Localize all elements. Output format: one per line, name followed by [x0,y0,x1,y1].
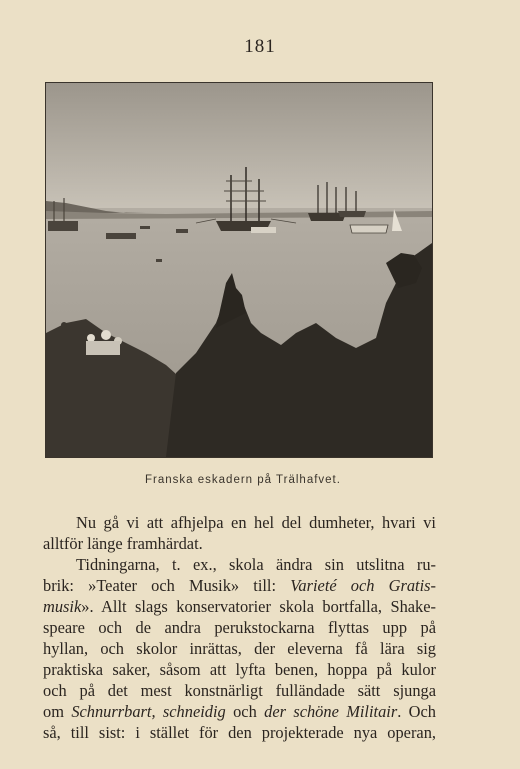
text-segment: hyllan, och skolor inrättas, der eleverna få lära sig [43,639,436,658]
body-text [43,512,436,743]
text-line [43,512,436,533]
italic-text: Schnurrbart, schneidig [71,702,226,721]
text-segment: speare och de andra perukstockarna flyttas upp på [43,618,436,637]
text-line [43,701,436,722]
text-line [43,638,436,659]
text-segment: så, till sist: i stället för den projekterade nya operan, [43,723,436,742]
text-line [43,680,436,701]
text-segment: Tidningarna, t. ex., skola ändra sin utslitna ru- [76,555,436,574]
text-segment: ». Allt slags konservatorier skola bortfalla, Shake- [81,597,436,616]
text-segment: alltför länge framhärdat. [43,534,203,553]
text-segment: Nu gå vi att afhjelpa en hel del dumheter, hvari vi [76,513,436,532]
text-segment: om [43,702,72,721]
text-segment: och [225,702,265,721]
text-line [43,596,436,617]
text-segment: och på det mest konstnärligt fulländade sätt sjunga [43,681,436,700]
text-line [43,554,436,575]
text-line [43,617,436,638]
italic-text: der schöne Militair [264,702,398,721]
harbor-photograph [45,82,433,458]
text-segment: brik: »Teater och Musik» till: [43,576,291,595]
text-line [43,722,436,743]
text-line [43,533,436,554]
italic-text: musik [43,597,82,616]
page-number: 181 [244,36,276,57]
italic-text: Varieté och Gratis- [290,576,436,595]
figure-caption: Franska eskadern på Trälhafvet. [145,474,341,486]
text-segment: praktiska saker, såsom att lyfta benen, hoppa på kulor [43,660,436,679]
harbor-photograph-icon [46,83,432,457]
text-line [43,575,436,596]
text-segment: . Och [397,702,436,721]
text-line [43,659,436,680]
